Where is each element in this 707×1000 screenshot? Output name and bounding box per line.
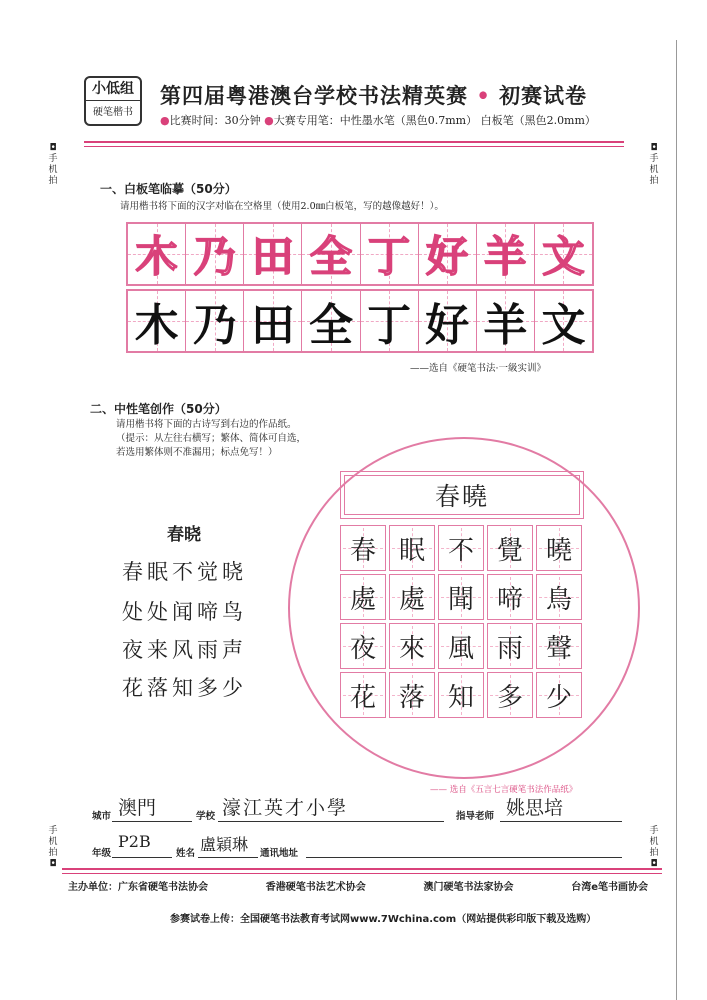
- written-cell: [244, 291, 302, 351]
- camera-icon: ◘: [650, 143, 658, 153]
- work-char: 花: [349, 682, 376, 713]
- camera-icon: ◘: [49, 143, 57, 153]
- written-char: 木: [134, 300, 179, 351]
- written-cell: [419, 291, 477, 351]
- city-label: 城市: [92, 811, 112, 822]
- grade-line: [112, 857, 172, 858]
- model-char: 文: [542, 232, 585, 281]
- work-char: 雨: [496, 633, 523, 664]
- badge-category: 硬笔楷书: [93, 107, 133, 118]
- written-cell: [128, 291, 186, 351]
- model-cell: [361, 224, 419, 284]
- footer-divider-thick: [62, 868, 662, 870]
- work-cell: [389, 525, 435, 571]
- poem-line: 花落知多少: [122, 676, 247, 700]
- work-cell: [487, 623, 533, 669]
- side-mark-label: 手机拍: [48, 826, 58, 858]
- city-field[interactable]: 澳門: [118, 797, 157, 819]
- work-cell: [536, 672, 582, 718]
- side-mark-label: 手机拍: [649, 154, 659, 186]
- camera-icon: ◘: [650, 859, 658, 869]
- written-cell: [361, 291, 419, 351]
- school-field[interactable]: 濠江英才小學: [222, 797, 349, 819]
- work-cell: [340, 574, 386, 620]
- upload-note: 参赛试卷上传：全国硬笔书法教育考试网www.7Wchina.com（网站提供彩印版下载及选购）: [170, 914, 597, 925]
- work-char: 曉: [545, 535, 572, 566]
- title-sub: 初赛试卷: [499, 83, 588, 108]
- teacher-field[interactable]: 姚思培: [506, 797, 564, 819]
- work-cell: [389, 623, 435, 669]
- side-mark-top-left: [44, 143, 62, 187]
- bullet-icon: ●: [160, 114, 170, 127]
- name-label: 姓名: [176, 848, 196, 859]
- work-char: 落: [398, 682, 425, 713]
- work-cell: [340, 672, 386, 718]
- written-char: 文: [541, 300, 586, 351]
- address-label: 通讯地址: [260, 848, 299, 859]
- work-char: 啼: [496, 584, 523, 615]
- camera-icon: ◘: [49, 859, 57, 869]
- written-char: 好: [425, 300, 470, 351]
- work-cell: [536, 623, 582, 669]
- work-char: 知: [447, 682, 474, 713]
- work-cell: [340, 623, 386, 669]
- title-dot: •: [476, 83, 491, 108]
- teacher-line: [500, 821, 622, 822]
- model-char: 好: [426, 232, 469, 281]
- work-char: 聞: [447, 584, 474, 615]
- header-divider-thick: [84, 141, 624, 143]
- section2-title: 二、中性笔创作（50分）: [90, 402, 227, 416]
- section2-instruction-3: 若选用繁体则不准漏用；标点免写！）: [116, 447, 278, 458]
- work-cell: [536, 574, 582, 620]
- work-cell: [389, 574, 435, 620]
- work-title: 春曉: [344, 475, 580, 515]
- written-cell: [302, 291, 360, 351]
- model-cell: [477, 224, 535, 284]
- address-line: [306, 857, 622, 858]
- work-cell: [438, 525, 484, 571]
- section1-instruction: 请用楷书将下面的汉字对临在空格里（使用2.0㎜白板笔，写的越像越好！）。: [120, 201, 444, 212]
- model-char: 乃: [193, 232, 236, 281]
- written-char: 全: [308, 300, 353, 351]
- written-cell: [477, 291, 535, 351]
- work-char: 不: [447, 535, 474, 566]
- work-char: 多: [496, 682, 523, 713]
- organizer: 台湾e笔书画协会: [571, 882, 648, 893]
- badge-group: 小低组: [86, 78, 140, 101]
- work-cell: [536, 525, 582, 571]
- work-cell: [438, 574, 484, 620]
- work-char: 少: [545, 682, 572, 713]
- written-char: 丁: [367, 300, 412, 351]
- section2-instruction-1: 请用楷书将下面的古诗写到右边的作品纸。: [116, 419, 297, 430]
- work-char: 鳥: [545, 584, 572, 615]
- work-char: 眠: [398, 535, 425, 566]
- poem-line: 春眠不觉晓: [122, 560, 247, 584]
- work-cell: [340, 525, 386, 571]
- work-cell: [487, 525, 533, 571]
- model-char: 田: [251, 232, 294, 281]
- work-cell: [487, 574, 533, 620]
- side-mark-bottom-right: [645, 826, 663, 870]
- school-line: [218, 821, 444, 822]
- bullet-icon: ●: [264, 114, 274, 127]
- work-char: 來: [398, 633, 425, 664]
- city-line: [112, 821, 192, 822]
- written-cell: [186, 291, 244, 351]
- written-char: 田: [250, 300, 295, 351]
- section1-source: ——选自《硬笔书法·一級实训》: [410, 363, 547, 374]
- model-char: 丁: [368, 232, 411, 281]
- name-line: [198, 857, 258, 858]
- grade-label: 年级: [92, 848, 112, 859]
- organizer: 香港硬笔书法艺术协会: [265, 882, 366, 893]
- model-cell: [244, 224, 302, 284]
- model-cell: [128, 224, 186, 284]
- written-cell: [535, 291, 592, 351]
- organizers: [68, 878, 648, 893]
- work-char: 聲: [545, 633, 572, 664]
- poem-line: 夜来风雨声: [122, 638, 247, 662]
- exam-info: [160, 112, 596, 128]
- model-char: 羊: [484, 232, 527, 281]
- work-cell: [438, 672, 484, 718]
- organizer: 澳门硬笔书法家协会: [423, 882, 514, 893]
- work-char: 處: [349, 584, 376, 615]
- organizer: 主办单位：广东省硬笔书法协会: [68, 882, 208, 893]
- work-char: 風: [447, 633, 474, 664]
- written-char: 乃: [192, 300, 237, 351]
- written-char-grid: [126, 289, 594, 353]
- poem-title: 春晓: [167, 525, 201, 545]
- model-char-grid: [126, 222, 594, 286]
- school-label: 学校: [196, 811, 216, 822]
- work-title-box: [340, 471, 584, 519]
- work-cell: [438, 623, 484, 669]
- work-char: 處: [398, 584, 425, 615]
- side-mark-label: 手机拍: [649, 826, 659, 858]
- title-main: 第四届粤港澳台学校书法精英赛: [160, 83, 468, 108]
- teacher-label: 指导老师: [456, 811, 495, 822]
- poem-line: 处处闻啼鸟: [122, 600, 247, 624]
- work-char: 夜: [349, 633, 376, 664]
- info-time: 比赛时间：30分钟: [169, 114, 261, 127]
- model-cell: [302, 224, 360, 284]
- name-field[interactable]: 盧穎琳: [200, 835, 249, 854]
- section1-title: 一、白板笔临摹（50分）: [100, 182, 237, 196]
- model-char: 木: [135, 232, 178, 281]
- work-char: 覺: [496, 535, 523, 566]
- section2-instruction-2: （提示：从左往右横写；繁体、简体可自选，: [116, 433, 307, 444]
- model-cell: [186, 224, 244, 284]
- grade-field[interactable]: P2B: [118, 832, 151, 851]
- info-pens: 大赛专用笔：中性墨水笔（黑色0.7mm） 白板笔（黑色2.0mm）: [273, 114, 596, 127]
- group-badge: [84, 76, 142, 126]
- work-cell: [487, 672, 533, 718]
- written-char: 羊: [483, 300, 528, 351]
- work-char: 春: [349, 535, 376, 566]
- header-divider-thin: [84, 146, 624, 147]
- footer-divider-thin: [62, 873, 662, 874]
- page-edge-line: [676, 40, 677, 1000]
- section2-source: —— 选自《五言七言硬笔书法作品纸》: [430, 785, 578, 795]
- work-char-grid: [340, 525, 584, 718]
- side-mark-top-right: [645, 143, 663, 187]
- model-cell: [535, 224, 592, 284]
- side-mark-bottom-left: [44, 826, 62, 870]
- side-mark-label: 手机拍: [48, 154, 58, 186]
- model-char: 全: [309, 232, 352, 281]
- work-cell: [389, 672, 435, 718]
- page-title: [160, 80, 587, 110]
- model-cell: [419, 224, 477, 284]
